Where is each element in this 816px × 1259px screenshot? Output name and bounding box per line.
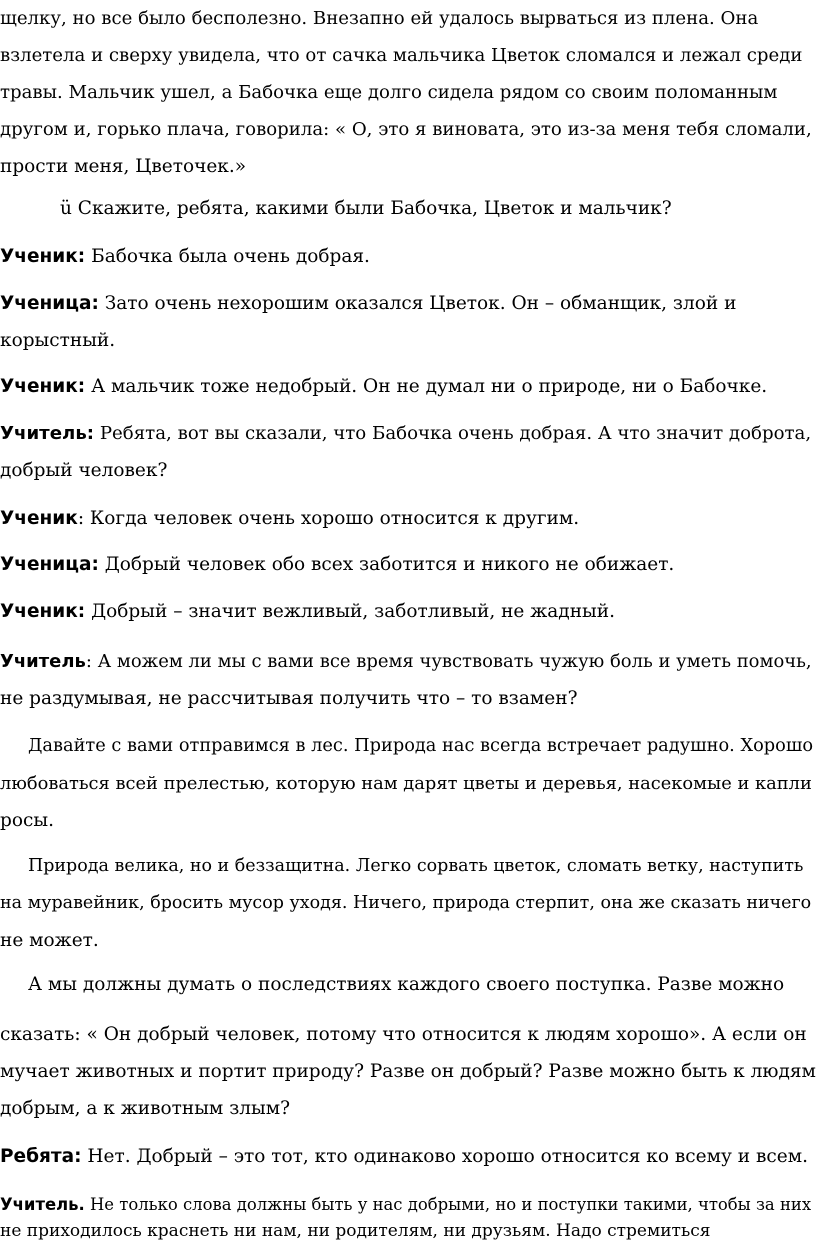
speaker-label: Ученица: <box>0 554 99 575</box>
opening-paragraph <box>0 0 812 185</box>
dialogue-line <box>0 593 615 630</box>
question-line <box>0 190 672 227</box>
paragraph <box>0 728 813 839</box>
utterance-text: не раздумывая, не рассчитывая получить что – то взамен? <box>0 688 578 709</box>
text-line: щелку, но все было бесполезно. Внезапно ей удалось вырваться из плена. Она <box>0 8 759 29</box>
text-line: Давайте с вами отправимся в лес. Природа нас всегда встречает радушно. Хорошо <box>28 736 814 756</box>
utterance-text: не приходилось краснеть ни нам, ни родителям, ни друзьям. Надо стремиться <box>0 1221 711 1241</box>
dialogue-line <box>0 500 579 537</box>
text-line: любоваться всей прелестью, которую нам дарят цветы и деревья, насекомые и капли <box>0 773 812 794</box>
speaker-label: Ученик: <box>0 376 86 397</box>
speaker-label: Учитель. <box>0 1195 85 1214</box>
text-line: не может. <box>0 930 99 951</box>
utterance-text: Нет. Добрый – это тот, кто одинаково хорошо относится ко всему и всем. <box>81 1146 808 1167</box>
text-line: мучает животных и портит природу? Разве он добрый? Разве можно быть к людям <box>0 1061 816 1082</box>
text-line: травы. Мальчик ушел, а Бабочка еще долго сидела рядом со своим поломанным <box>0 82 778 103</box>
paragraph <box>0 1016 816 1127</box>
speaker-label: Ученица: <box>0 293 99 314</box>
dialogue-line <box>0 238 370 275</box>
text-line: А мы должны думать о последствиях каждого своего поступка. Разве можно <box>28 974 785 995</box>
dialogue-line <box>0 1138 808 1175</box>
text-line: Природа велика, но и беззащитна. Легко сорвать цветок, сломать ветку, наступить <box>28 856 804 876</box>
speaker-label: Ученик: <box>0 246 86 267</box>
dialogue-line <box>0 546 674 583</box>
dialogue-line <box>0 415 811 489</box>
dialogue-line <box>0 643 812 717</box>
speaker-label: Ребята: <box>0 1146 82 1167</box>
utterance-text: Ребята, вот вы сказали, что Бабочка очень добрая. А что значит доброта, <box>94 423 812 444</box>
text-line: сказать: « Он добрый человек, потому что относится к людям хорошо». А если он <box>0 1024 807 1045</box>
text-line: росы. <box>0 810 54 831</box>
text-line: добрым, а к животным злым? <box>0 1098 291 1119</box>
utterance-text: А мальчик тоже недобрый. Он не думал ни о природе, ни о Бабочке. <box>85 376 768 397</box>
text-line: взлетела и сверху увидела, что от сачка мальчика Цветок сломался и лежал среди <box>0 45 803 66</box>
dialogue-line <box>0 1192 811 1244</box>
utterance-text: Добрый человек обо всех заботится и никого не обижает. <box>98 554 675 575</box>
utterance-text: Не только слова должны быть у нас добрыми, но и поступки такими, чтобы за них <box>84 1195 812 1214</box>
utterance-text: Бабочка была очень добрая. <box>85 246 370 267</box>
speaker-label: Учитель <box>0 651 86 672</box>
paragraph <box>0 848 811 959</box>
text-line: на муравейник, бросить мусор уходя. Ничего, природа стерпит, она же сказать ничего <box>0 893 812 913</box>
utterance-text: корыстный. <box>0 330 116 351</box>
utterance-text: : А можем ли мы с вами все время чувствовать чужую боль и уметь помочь, <box>85 651 812 672</box>
utterance-text: Добрый – значит вежливый, заботливый, не жадный. <box>85 601 615 622</box>
utterance-text: Зато очень нехорошим оказался Цветок. Он – обманщик, злой и <box>98 293 737 314</box>
paragraph <box>0 966 784 1003</box>
speaker-label: Ученик: <box>0 601 86 622</box>
speaker-label: Ученик <box>0 508 78 529</box>
text-line: прости меня, Цветочек.» <box>0 156 247 177</box>
dialogue-line <box>0 368 767 405</box>
speaker-label: Учитель: <box>0 423 95 444</box>
dialogue-line <box>0 285 736 359</box>
utterance-text: : Когда человек очень хорошо относится к другим. <box>77 508 580 529</box>
question-text: ü Скажите, ребята, какими были Бабочка, Цветок и мальчик? <box>60 198 672 219</box>
text-line: другом и, горько плача, говорила: « О, это я виновата, это из-за меня тебя сломали, <box>0 119 812 140</box>
utterance-text: добрый человек? <box>0 460 168 481</box>
